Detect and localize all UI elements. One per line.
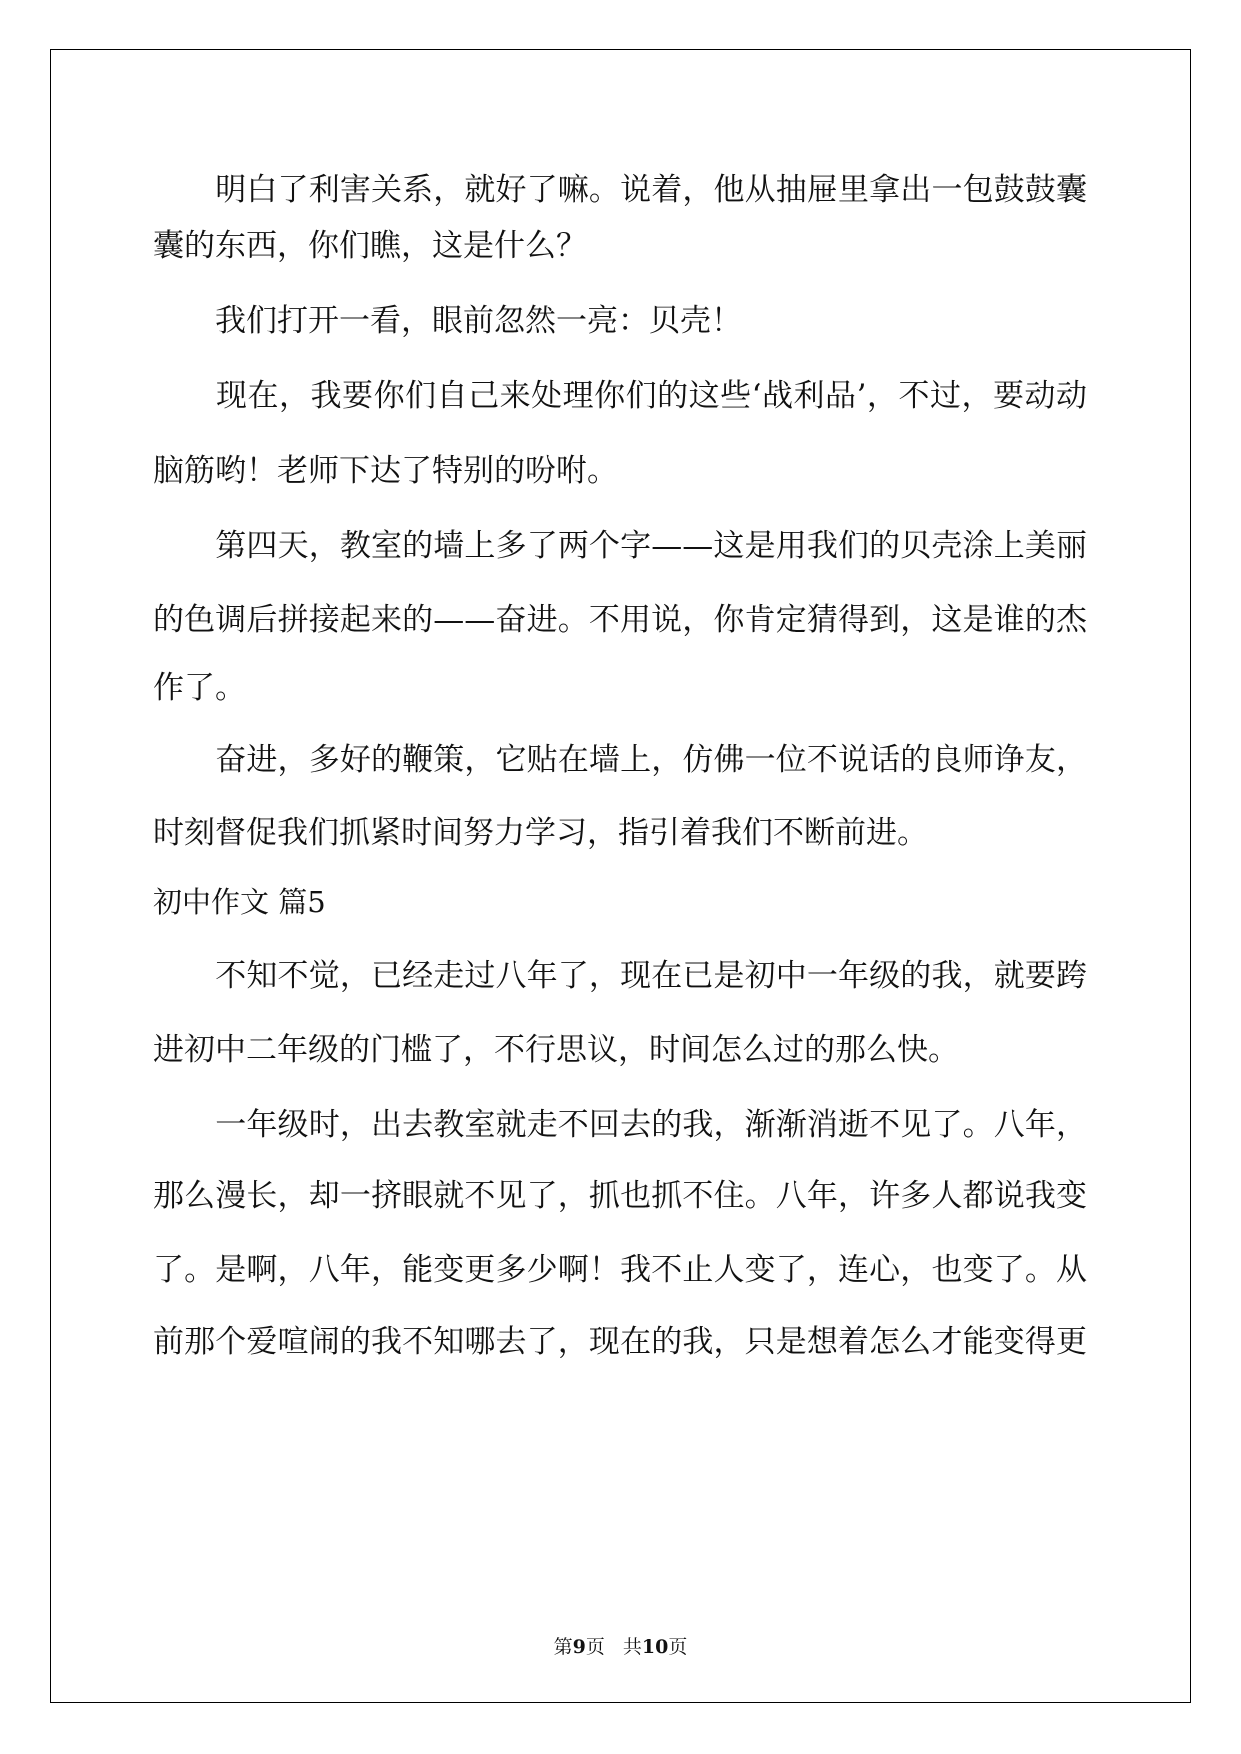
total-label-suffix: 页: [668, 1636, 688, 1658]
body-line: 我们打开一看，眼前忽然一亮：贝壳！: [153, 303, 742, 339]
body-line: 那么漫长，却一挤眼就不见了，抓也抓不住。八年，许多人都说我变: [153, 1178, 1087, 1214]
section-heading: 初中作文 篇5: [153, 885, 326, 919]
body-line: 现在，我要你们自己来处理你们的这些‘战利品’，不过，要动动: [153, 378, 1087, 414]
body-line: 不知不觉，已经走过八年了，现在已是初中一年级的我，就要跨: [153, 958, 1087, 994]
body-line: 脑筋哟！老师下达了特别的吩咐。: [153, 453, 618, 489]
page-label-suffix: 页: [585, 1636, 605, 1658]
body-line: 进初中二年级的门槛了，不行思议，时间怎么过的那么快。: [153, 1032, 959, 1068]
body-line: 奋进，多好的鞭策，它贴在墙上，仿佛一位不说话的良师诤友，: [153, 742, 1087, 778]
page-current: 9: [572, 1636, 586, 1658]
body-line: 一年级时，出去教室就走不回去的我，渐渐消逝不见了。八年，: [153, 1107, 1087, 1143]
page-label-prefix: 第: [553, 1636, 573, 1658]
body-line: 明白了利害关系，就好了嘛。说着，他从抽屉里拿出一包鼓鼓囊: [153, 172, 1087, 208]
body-line: 第四天，教室的墙上多了两个字——这是用我们的贝壳涂上美丽: [153, 528, 1087, 564]
body-line: 囊的东西，你们瞧，这是什么？: [153, 228, 587, 264]
total-label-prefix: 共: [622, 1636, 642, 1658]
page-total: 10: [641, 1636, 669, 1658]
body-line: 时刻督促我们抓紧时间努力学习，指引着我们不断前进。: [153, 815, 928, 851]
body-line: 作了。: [153, 670, 246, 706]
body-line: 的色调后拼接起来的——奋进。不用说，你肯定猜得到，这是谁的杰: [153, 602, 1087, 638]
body-line: 前那个爱喧闹的我不知哪去了，现在的我，只是想着怎么才能变得更: [153, 1324, 1087, 1360]
body-line: 了。是啊，八年，能变更多少啊！我不止人变了，连心，也变了。从: [153, 1252, 1087, 1288]
page-footer: [0, 1632, 1241, 1659]
page-border: [50, 49, 1191, 1703]
